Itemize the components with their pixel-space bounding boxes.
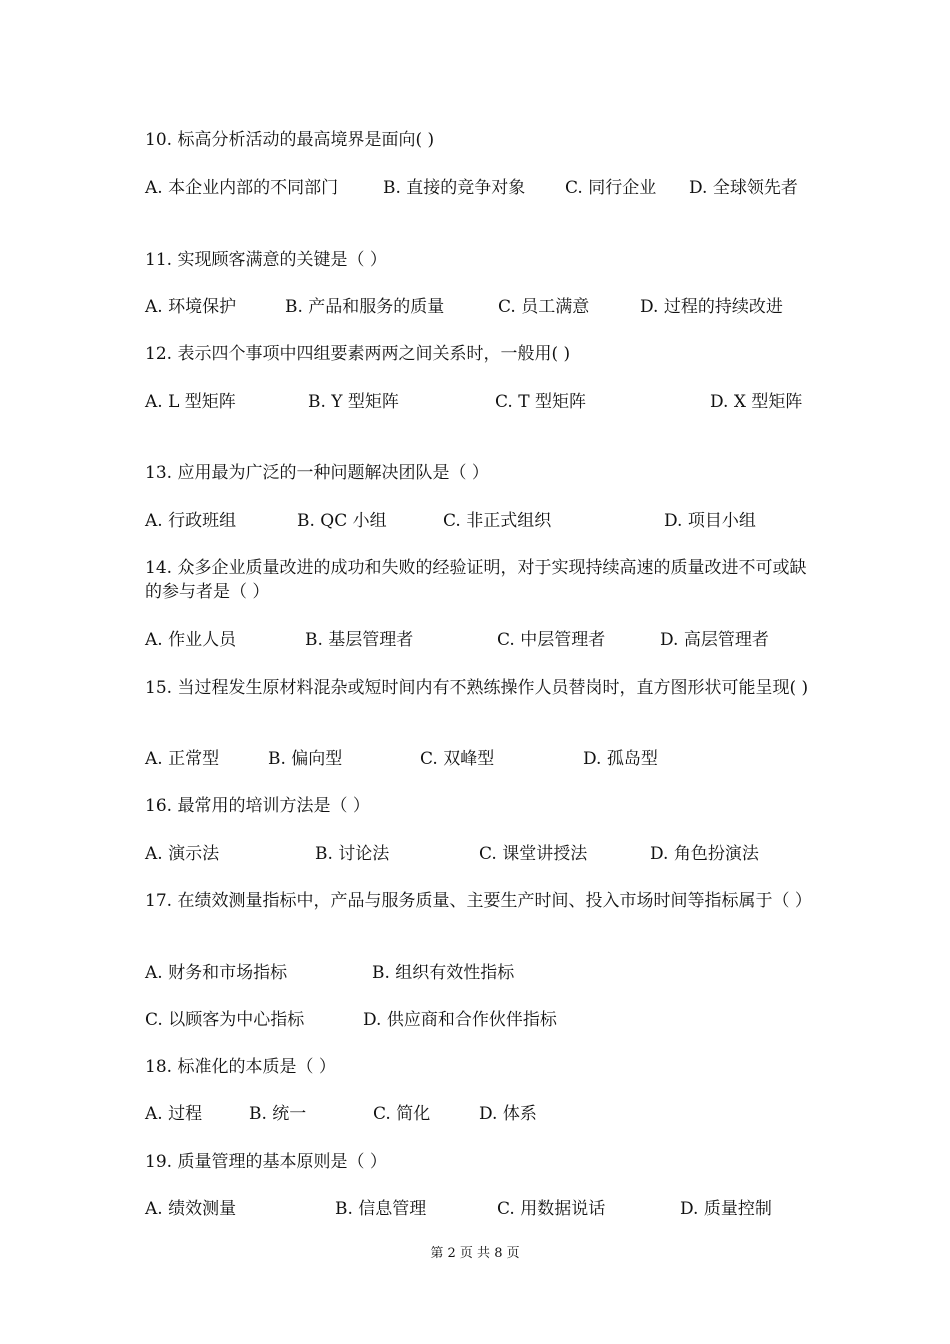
question-12-stem: 12. 表示四个事项中四组要素两两之间关系时，一般用( ) <box>145 344 571 364</box>
page-number-footer: 第 2 页 共 8 页 <box>430 1246 520 1261</box>
question-18-option-a: A. 过程 <box>145 1104 203 1124</box>
question-19-option-a: A. 绩效测量 <box>145 1199 237 1219</box>
question-14-option-c: C. 中层管理者 <box>497 630 606 650</box>
question-15-stem: 15. 当过程发生原材料混杂或短时间内有不熟练操作人员替岗时，直方图形状可能呈现( ) <box>145 678 809 698</box>
question-14-option-d: D. 高层管理者 <box>660 630 769 650</box>
question-12-option-b: B. Y 型矩阵 <box>308 392 399 412</box>
question-17-option-d: D. 供应商和合作伙伴指标 <box>363 1010 557 1030</box>
question-11-option-b: B. 产品和服务的质量 <box>285 297 445 317</box>
question-19-stem: 19. 质量管理的基本原则是（ ） <box>145 1152 387 1172</box>
question-10-options <box>145 176 810 224</box>
question-10-option-a: A. 本企业内部的不同部门 <box>145 178 339 198</box>
question-12-options <box>145 390 810 438</box>
question-14-option-a: A. 作业人员 <box>145 630 237 650</box>
question-17-option-a: A. 财务和市场指标 <box>145 963 288 983</box>
question-13-stem: 13. 应用最为广泛的一种问题解决团队是（ ） <box>145 463 489 483</box>
question-15-option-a: A. 正常型 <box>145 749 220 769</box>
question-13-option-b: B. QC 小组 <box>297 511 387 531</box>
question-18-option-d: D. 体系 <box>479 1104 537 1124</box>
question-19-option-c: C. 用数据说话 <box>497 1199 606 1219</box>
question-14-stem: 14. 众多企业质量改进的成功和失败的经验证明，对于实现持续高速的质量改进不可或缺的参与者是（ ） <box>145 558 807 602</box>
question-10-option-c: C. 同行企业 <box>565 178 657 198</box>
question-11-option-d: D. 过程的持续改进 <box>640 297 783 317</box>
question-14-option-b: B. 基层管理者 <box>305 630 414 650</box>
question-19-option-b: B. 信息管理 <box>335 1199 427 1219</box>
question-16-stem: 16. 最常用的培训方法是（ ） <box>145 796 370 816</box>
question-15-option-b: B. 偏向型 <box>268 749 343 769</box>
question-18-stem: 18. 标准化的本质是（ ） <box>145 1057 336 1077</box>
question-11-option-a: A. 环境保护 <box>145 297 237 317</box>
question-15-option-c: C. 双峰型 <box>420 749 495 769</box>
question-16-option-b: B. 讨论法 <box>315 844 390 864</box>
question-13-option-a: A. 行政班组 <box>145 511 237 531</box>
question-11-option-c: C. 员工满意 <box>498 297 590 317</box>
question-10-option-d: D. 全球领先者 <box>689 178 798 198</box>
question-16-option-d: D. 角色扮演法 <box>650 844 759 864</box>
question-13-option-c: C. 非正式组织 <box>443 511 552 531</box>
question-12-option-a: A. L 型矩阵 <box>145 392 236 412</box>
question-17-option-c: C. 以顾客为中心指标 <box>145 1010 305 1030</box>
question-17-option-b: B. 组织有效性指标 <box>372 963 515 983</box>
question-19-option-d: D. 质量控制 <box>680 1199 772 1219</box>
question-10-stem: 10. 标高分析活动的最高境界是面向( ) <box>145 130 435 150</box>
question-17-stem: 17. 在绩效测量指标中，产品与服务质量、主要生产时间、投入市场时间等指标属于（ ） <box>145 891 812 911</box>
question-12-option-c: C. T 型矩阵 <box>495 392 586 412</box>
question-11-stem: 11. 实现顾客满意的关键是（ ） <box>145 250 387 270</box>
question-18-option-c: C. 简化 <box>373 1104 431 1124</box>
question-18-option-b: B. 统一 <box>249 1104 307 1124</box>
question-13-option-d: D. 项目小组 <box>664 511 756 531</box>
question-16-option-a: A. 演示法 <box>145 844 220 864</box>
question-12-option-d: D. X 型矩阵 <box>710 392 803 412</box>
question-10-option-b: B. 直接的竞争对象 <box>383 178 526 198</box>
question-15-option-d: D. 孤岛型 <box>583 749 658 769</box>
question-16-option-c: C. 课堂讲授法 <box>479 844 588 864</box>
